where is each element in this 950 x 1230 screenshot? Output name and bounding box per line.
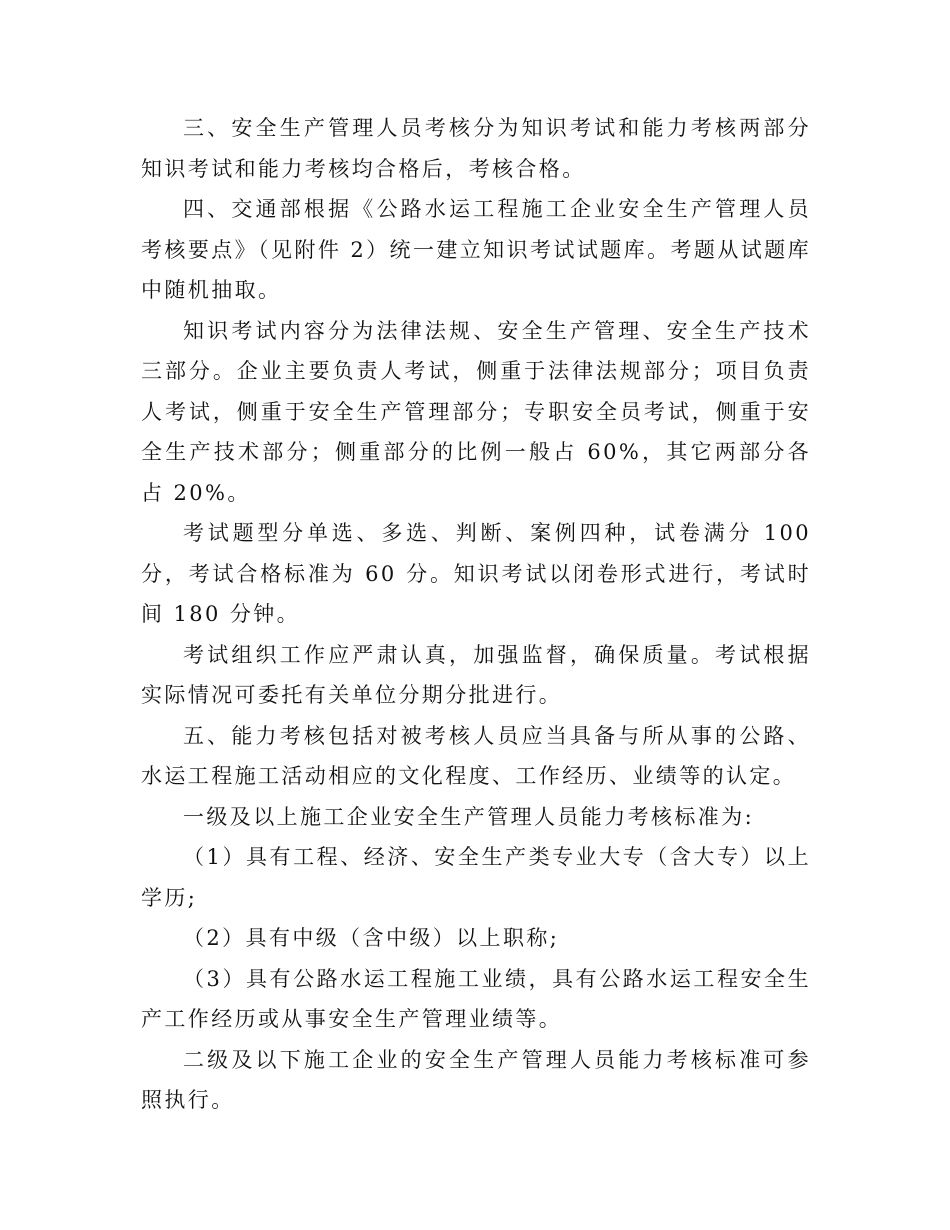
paragraph-section-5: 五、能力考核包括对被考核人员应当具备与所从事的公路、水运工程施工活动相应的文化程度、工作经历、业绩等的认定。 [141,723,811,788]
paragraph-section-4: 四、交通部根据《公路水运工程施工企业安全生产管理人员考核要点》（见附件 2）统一建立知识考试试题库。考题从试题库中随机抽取。 [141,197,811,302]
document-body [141,108,811,1121]
paragraph-exam-content: 知识考试内容分为法律法规、安全生产管理、安全生产技术三部分。企业主要负责人考试，侧重于法律法规部分；项目负责人考试，侧重于安全生产管理部分；专职安全员考试，侧重于安全生产技术部分；侧重部分的比例一般占 60%，其它两部分各占 20%。 [141,318,811,505]
list-item-3: （3）具有公路水运工程施工业绩，具有公路水运工程安全生产工作经历或从事安全生产管理业绩等。 [141,966,811,1031]
paragraph-exam-organization: 考试组织工作应严肃认真，加强监督，确保质量。考试根据实际情况可委托有关单位分期分批进行。 [141,642,811,707]
list-item-1: （1）具有工程、经济、安全生产类专业大专（含大专）以上学历; [141,845,811,910]
paragraph-exam-format: 考试题型分单选、多选、判断、案例四种，试卷满分 100 分，考试合格标准为 60 分。知识考试以闭卷形式进行，考试时间 180 分钟。 [141,521,811,626]
paragraph-level-two-standard: 二级及以下施工企业的安全生产管理人员能力考核标准可参照执行。 [141,1047,811,1112]
paragraph-section-3: 三、安全生产管理人员考核分为知识考试和能力考核两部分知识考试和能力考核均合格后，考核合格。 [141,116,811,181]
list-item-2: （2）具有中级（含中级）以上职称; [183,926,560,950]
paragraph-level-one-standard: 一级及以上施工企业安全生产管理人员能力考核标准为: [183,804,755,829]
